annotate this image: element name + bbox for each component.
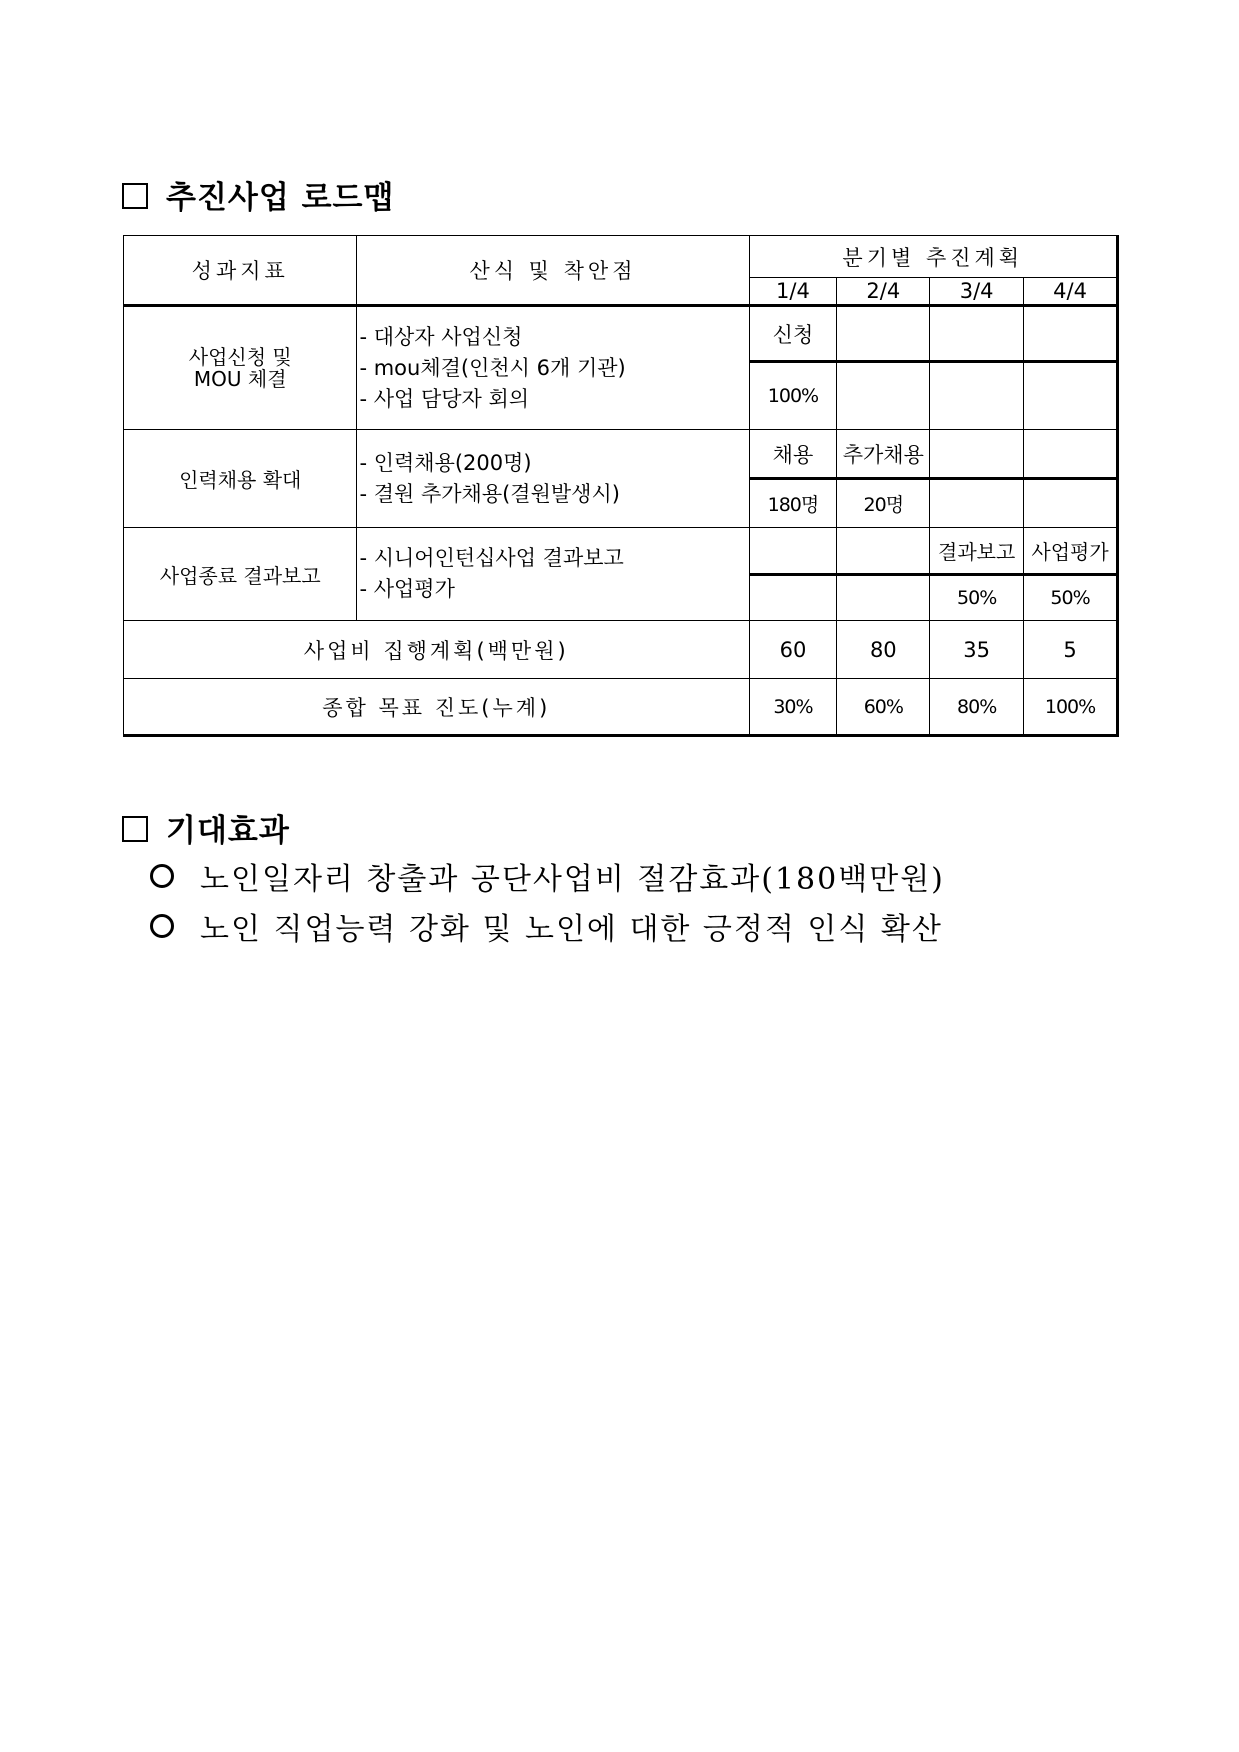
header-method: 산식 및 착안점	[357, 236, 749, 306]
method-line: - mou체결(인천시 6개 기관)	[359, 355, 626, 380]
plan-cell	[749, 528, 837, 575]
plan-cell: 50%	[930, 575, 1024, 621]
list-item-text: 노인일자리 창출과 공단사업비 절감효과(180백만원)	[200, 862, 945, 897]
plan-cell	[837, 575, 930, 621]
circle-bullet-icon	[150, 864, 174, 888]
method-line: - 결원 추가채용(결원발생시)	[359, 481, 620, 506]
header-quarter: 4/4	[1024, 278, 1118, 306]
method-line: - 시니어인턴십사업 결과보고	[359, 546, 624, 570]
plan-cell	[1024, 362, 1118, 430]
budget-value: 35	[930, 621, 1024, 679]
plan-cell	[930, 306, 1024, 362]
plan-cell	[749, 575, 837, 621]
plan-cell	[837, 306, 930, 362]
plan-cell: 사업평가	[1024, 528, 1118, 575]
plan-cell	[1024, 479, 1118, 528]
budget-value: 80	[837, 621, 930, 679]
roadmap-table	[123, 235, 1119, 737]
header-quarterly: 분기별 추진계획	[749, 236, 1118, 278]
indicator-line: 사업신청 및	[188, 345, 292, 369]
section-heading-effects	[122, 805, 290, 850]
progress-value: 60%	[837, 679, 930, 736]
square-bullet-icon	[122, 816, 148, 842]
header-indicator: 성과지표	[124, 236, 357, 306]
header-quarter: 3/4	[930, 278, 1024, 306]
list-item-text: 노인 직업능력 강화 및 노인에 대한 긍정적 인식 확산	[200, 912, 943, 947]
row-method	[357, 528, 749, 621]
method-line: - 대상자 사업신청	[359, 324, 523, 349]
table-row	[124, 430, 1118, 479]
plan-cell: 100%	[749, 362, 837, 430]
effects-list	[150, 855, 945, 955]
progress-row	[124, 679, 1118, 736]
progress-value: 30%	[749, 679, 837, 736]
budget-value: 5	[1024, 621, 1118, 679]
progress-label: 종합 목표 진도(누계)	[124, 679, 750, 736]
plan-cell	[1024, 430, 1118, 479]
header-quarter: 2/4	[837, 278, 930, 306]
row-method	[357, 430, 749, 528]
plan-cell	[1024, 306, 1118, 362]
header-quarter: 1/4	[749, 278, 837, 306]
plan-cell: 신청	[749, 306, 837, 362]
method-line: - 인력채용(200명)	[359, 450, 532, 475]
table-header-row	[124, 236, 1118, 278]
plan-cell	[930, 362, 1024, 430]
progress-value: 100%	[1024, 679, 1118, 736]
plan-cell	[930, 430, 1024, 479]
section-title: 기대효과	[166, 813, 290, 849]
progress-value: 80%	[930, 679, 1024, 736]
plan-cell	[837, 362, 930, 430]
list-item	[150, 855, 945, 905]
list-item	[150, 905, 945, 955]
plan-cell	[930, 479, 1024, 528]
row-indicator: 인력채용 확대	[124, 430, 357, 528]
row-method	[357, 306, 749, 430]
plan-cell: 결과보고	[930, 528, 1024, 575]
section-title: 추진사업 로드맵	[166, 180, 395, 216]
plan-cell: 채용	[749, 430, 837, 479]
plan-cell: 50%	[1024, 575, 1118, 621]
circle-bullet-icon	[150, 914, 174, 938]
plan-cell: 180명	[749, 479, 837, 528]
plan-cell: 20명	[837, 479, 930, 528]
square-bullet-icon	[122, 183, 148, 209]
plan-cell: 추가채용	[837, 430, 930, 479]
plan-cell	[837, 528, 930, 575]
indicator-line: MOU 체결	[193, 367, 287, 391]
budget-label: 사업비 집행계획(백만원)	[124, 621, 750, 679]
section-heading-roadmap	[122, 172, 394, 217]
row-indicator	[124, 306, 357, 430]
table-row	[124, 306, 1118, 362]
budget-value: 60	[749, 621, 837, 679]
table-row	[124, 528, 1118, 575]
budget-row	[124, 621, 1118, 679]
row-indicator: 사업종료 결과보고	[124, 528, 357, 621]
method-line: - 사업평가	[359, 577, 455, 601]
method-line: - 사업 담당자 회의	[359, 386, 530, 411]
